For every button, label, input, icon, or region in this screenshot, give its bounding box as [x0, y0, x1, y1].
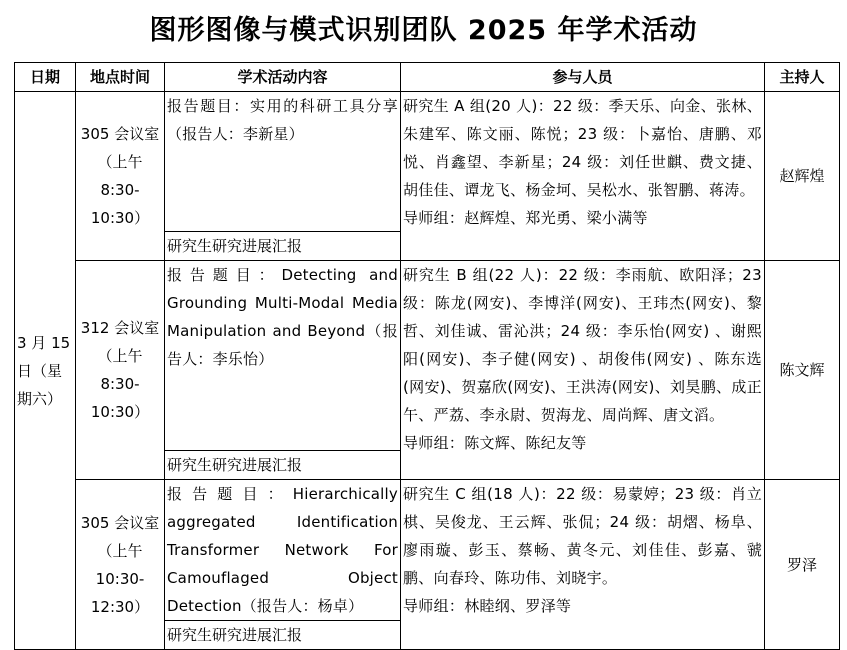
- session-1-advisors: 导师组：赵辉煌、郑光勇、梁小满等: [403, 209, 648, 227]
- header-host: 主持人: [765, 63, 840, 92]
- header-content: 学术活动内容: [165, 63, 401, 92]
- session-3-advisors: 导师组：林睦纲、罗泽等: [403, 597, 572, 615]
- header-date: 日期: [15, 63, 76, 92]
- session-1-topic: 报告题目：实用的科研工具分享（报告人：李新星）: [165, 92, 401, 232]
- session-2-host: 陈文辉: [765, 261, 840, 480]
- session-2-members: 研究生 B 组(22 人)：22 级：李雨航、欧阳泽；23 级：陈龙(网安)、李博洋(网安)、王玮杰(网安)、黎哲、刘佳诚、雷沁洪；24 级：李乐怡(网安) 、谢熙阳(网安)、李子健(网安) 、胡俊伟(网安) 、陈东选(网安)、贺嘉欣(网安)、王洪涛(网安)、刘昊鹏、成正午、严荔、李永尉、贺海龙、周尚辉、唐文滔。: [403, 266, 762, 424]
- session-2-participants: [401, 261, 765, 480]
- schedule-table: [14, 62, 840, 650]
- table-header-row: [15, 63, 840, 92]
- session-2-advisors: 导师组：陈文辉、陈纪友等: [403, 434, 587, 452]
- session-3-progress-report: 研究生研究进展汇报: [165, 621, 401, 650]
- date-cell: 3 月 15 日（星期六）: [15, 92, 76, 650]
- table-row: [15, 92, 840, 232]
- session-2-topic: 报告题目：Detecting and Grounding Multi-Modal Media Manipulation and Beyond（报告人：李乐怡）: [165, 261, 401, 451]
- table-row: [15, 261, 840, 451]
- session-3-participants: [401, 480, 765, 650]
- header-participants: 参与人员: [401, 63, 765, 92]
- session-2-place: 312 会议室（上午 8:30-10:30）: [76, 261, 165, 480]
- session-2-progress-report: 研究生研究进展汇报: [165, 451, 401, 480]
- session-3-host: 罗泽: [765, 480, 840, 650]
- session-1-host: 赵辉煌: [765, 92, 840, 261]
- session-1-place: 305 会议室（上午 8:30-10:30）: [76, 92, 165, 261]
- header-place-time: 地点时间: [76, 63, 165, 92]
- session-3-place: 305 会议室（上午 10:30-12:30）: [76, 480, 165, 650]
- table-row: [15, 480, 840, 621]
- session-1-members: 研究生 A 组(20 人)：22 级：季天乐、向金、张林、朱建军、陈文丽、陈悦；23 级：卜嘉怡、唐鹏、邓悦、肖鑫望、李新星；24 级：刘任世麒、费文捷、胡佳佳、谭龙飞、杨金坷、吴松水、张智鹏、蒋涛。: [403, 97, 762, 199]
- session-3-members: 研究生 C 组(18 人)：22 级：易蒙婷；23 级：肖立棋、吴俊龙、王云辉、张侃；24 级：胡熠、杨阜、廖雨璇、彭玉、蔡畅、黄冬元、刘佳佳、彭嘉、虢鹏、向春玲、陈功伟、刘晓宇。: [403, 485, 762, 587]
- session-3-topic: 报告题目：Hierarchically aggregated Identification Transformer Network For Camouflaged Object Detection（报告人：杨卓）: [165, 480, 401, 621]
- session-1-participants: [401, 92, 765, 261]
- page-title: 图形图像与模式识别团队 2025 年学术活动: [149, 15, 698, 46]
- session-1-progress-report: 研究生研究进展汇报: [165, 232, 401, 261]
